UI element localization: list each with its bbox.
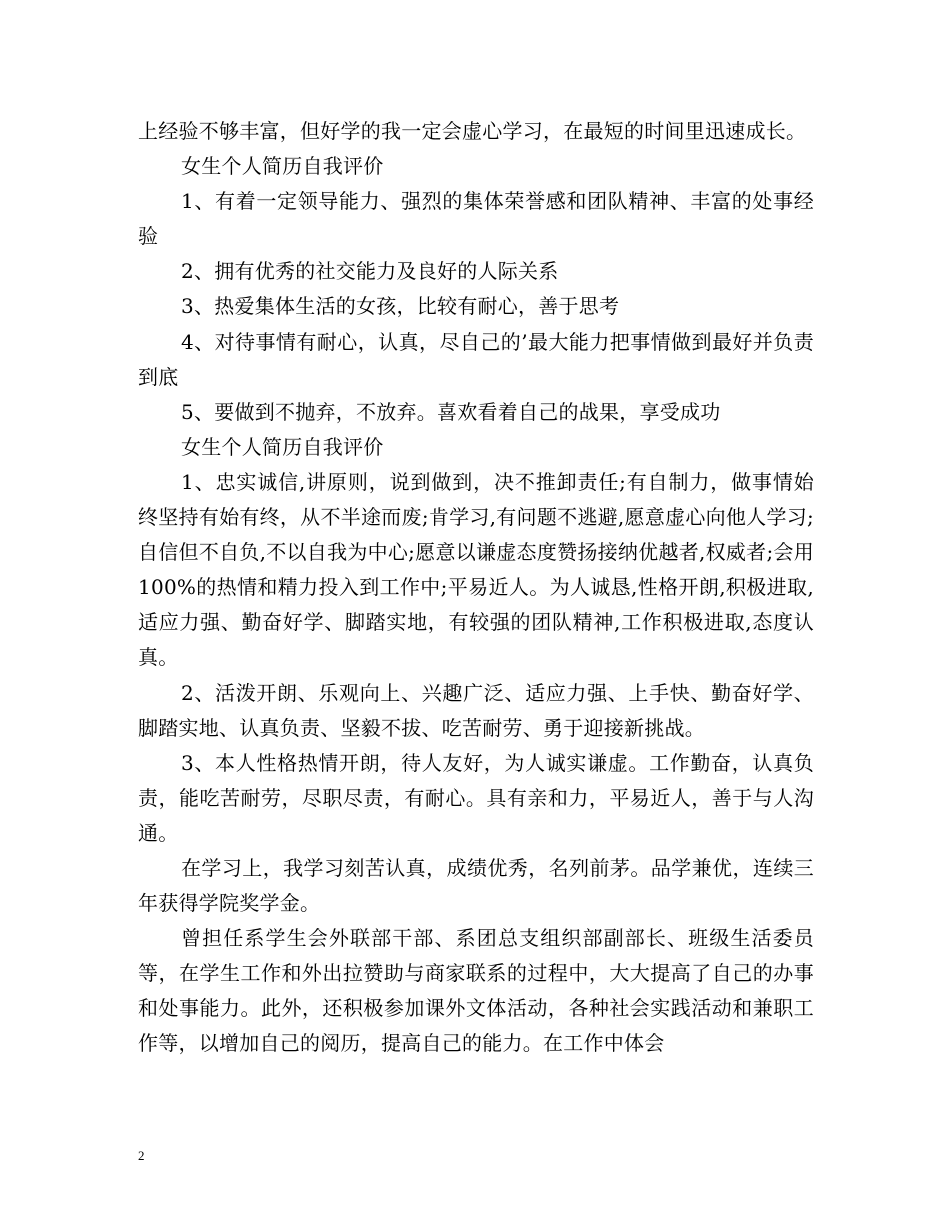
list-item: 2、活泼开朗、乐观向上、兴趣广泛、适应力强、上手快、勤奋好学、脚踏实地、认真负责、坚毅不拔、吃苦耐劳、勇于迎接新挑战。	[138, 680, 814, 740]
list-item: 1、忠实诚信,讲原则，说到做到，决不推卸责任;有自制力，做事情始终坚持有始有终，从不半途而废;肯学习,有问题不逃避,愿意虚心向他人学习;自信但不自负,不以自我为中心;愿意以谦虚态度赞扬接纳优越者,权威者;会用100%的热情和精力投入到工作中;平易近人。为人诚恳,性格开朗,积极进取,适应力强、勤奋好学、脚踏实地，有较强的团队精神,工作积极进取,态度认真。	[138, 469, 814, 670]
list-item: 1、有着一定领导能力、强烈的集体荣誉感和团队精神、丰富的处事经验	[138, 189, 814, 249]
list-item: 5、要做到不抛弃，不放弃。喜欢看着自己的战果，享受成功	[181, 399, 721, 424]
document-body	[138, 114, 814, 1062]
paragraph: 在学习上，我学习刻苦认真，成绩优秀，名列前茅。品学兼优，连续三年获得学院奖学金。	[138, 855, 814, 916]
list-item: 3、本人性格热情开朗，待人友好，为人诚实谦虚。工作勤奋，认真负责，能吃苦耐劳，尽职尽责，有耐心。具有亲和力，平易近人，善于与人沟通。	[138, 750, 814, 845]
page-number: 2	[138, 1148, 145, 1163]
section-heading: 女生个人简历自我评价	[181, 434, 384, 459]
section-heading: 女生个人简历自我评价	[181, 154, 384, 179]
list-item: 2、拥有优秀的社交能力及良好的人际关系	[181, 259, 559, 284]
paragraph: 曾担任系学生会外联部干部、系团总支组织部副部长、班级生活委员等，在学生工作和外出拉赞助与商家联系的过程中，大大提高了自己的办事和处事能力。此外，还积极参加课外文体活动，各种社会实践活动和兼职工作等，以增加自己的阅历，提高自己的能力。在工作中体会	[138, 926, 814, 1056]
list-item: 3、热爱集体生活的女孩，比较有耐心，善于思考	[181, 294, 620, 319]
list-item: 4、对待事情有耐心，认真，尽自己的’最大能力把事情做到最好并负责到底	[138, 329, 814, 389]
paragraph-continuation: 上经验不够丰富，但好学的我一定会虚心学习，在最短的时间里迅速成长。	[138, 119, 807, 143]
